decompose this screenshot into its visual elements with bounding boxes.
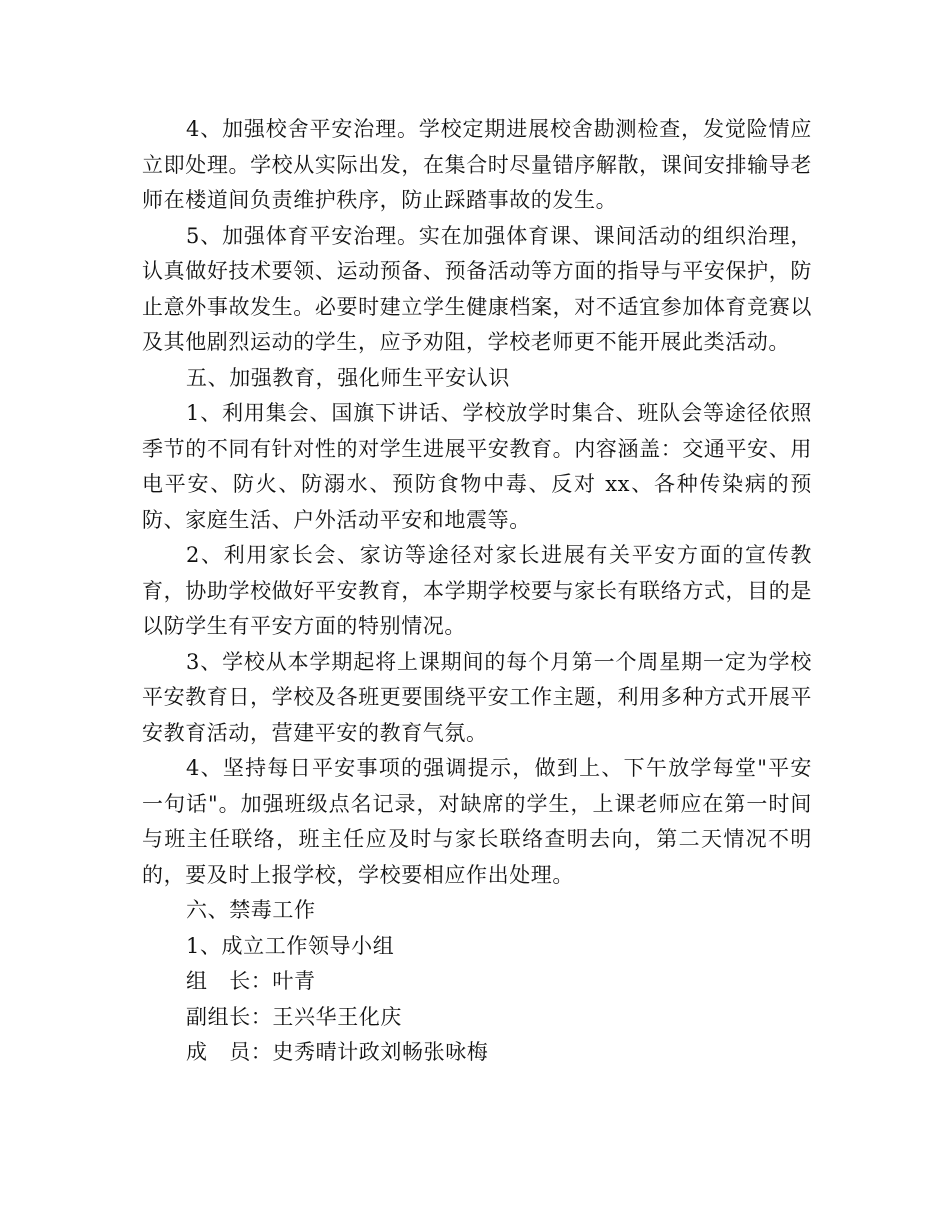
member-role-label: 成 员： — [186, 1040, 273, 1064]
member-role-label: 副组长： — [186, 1004, 273, 1029]
paragraph-parent-education: 2、利用家长会、家访等途径对家长进展有关平安方面的宣传教育，协助学校做好平安教育，本学期学校要与家长有联络方式，目的是以防学生有平安方面的特别情况。 — [142, 543, 812, 638]
member-line-leader — [142, 964, 812, 1000]
member-names: 王兴华王化庆 — [272, 1004, 403, 1029]
member-names: 叶青 — [272, 969, 316, 993]
member-names: 史秀晴计政刘畅张咏梅 — [272, 1040, 489, 1064]
section-heading-education: 五、加强教育，强化师生平安认识 — [186, 365, 510, 390]
paragraph-safety-education-day: 3、学校从本学期起将上课期间的每个月第一个周星期一定为学校平安教育日，学校及各班更要围绕平安工作主题，利用多种方式开展平安教育活动，营建平安的教育气氛。 — [142, 649, 812, 745]
paragraph-sports-safety: 5、加强体育平安治理。实在加强体育课、课间活动的组织治理，认真做好技术要领、运动预备、预备活动等方面的指导与平安保护，防止意外事故发生。必要时建立学生健康档案，对不适宜参加体育竞赛以及其他剧烈运动的学生，应予劝阻，学校老师更不能开展此类活动。 — [142, 223, 812, 354]
paragraph-daily-reminders: 4、坚持每日平安事项的强调提示，做到上、下午放学每堂"平安一句话"。加强班级点名记录，对缺席的学生，上课老师应在第一时间与班主任联络，班主任应及时与家长联络查明去向，第二天情况不明的，要及时上报学校，学校要相应作出处理。 — [142, 756, 812, 887]
subheading-leadership-group: 1、成立工作领导小组 — [186, 933, 395, 958]
member-line-deputy-leader — [142, 1000, 812, 1036]
paragraph-school-building-safety: 4、加强校舍平安治理。学校定期进展校舍勘测检查，发觉险情应立即处理。学校从实际出发，在集合时尽量错序解散，课间安排输导老师在楼道间负责维护秩序，防止踩踏事故的发生。 — [142, 117, 812, 212]
document-body — [142, 112, 812, 1071]
section-heading-anti-drug: 六、禁毒工作 — [186, 898, 316, 922]
member-line-members — [142, 1035, 812, 1071]
member-role-label: 组 长： — [186, 969, 273, 993]
paragraph-assembly-education: 1、利用集会、国旗下讲话、学校放学时集合、班队会等途径依照季节的不同有针对性的对学生进展平安教育。内容涵盖：交通平安、用电平安、防火、防溺水、预防食物中毒、反对 xx、各种传染病的预防、家庭生活、户外活动平安和地震等。 — [142, 401, 812, 532]
